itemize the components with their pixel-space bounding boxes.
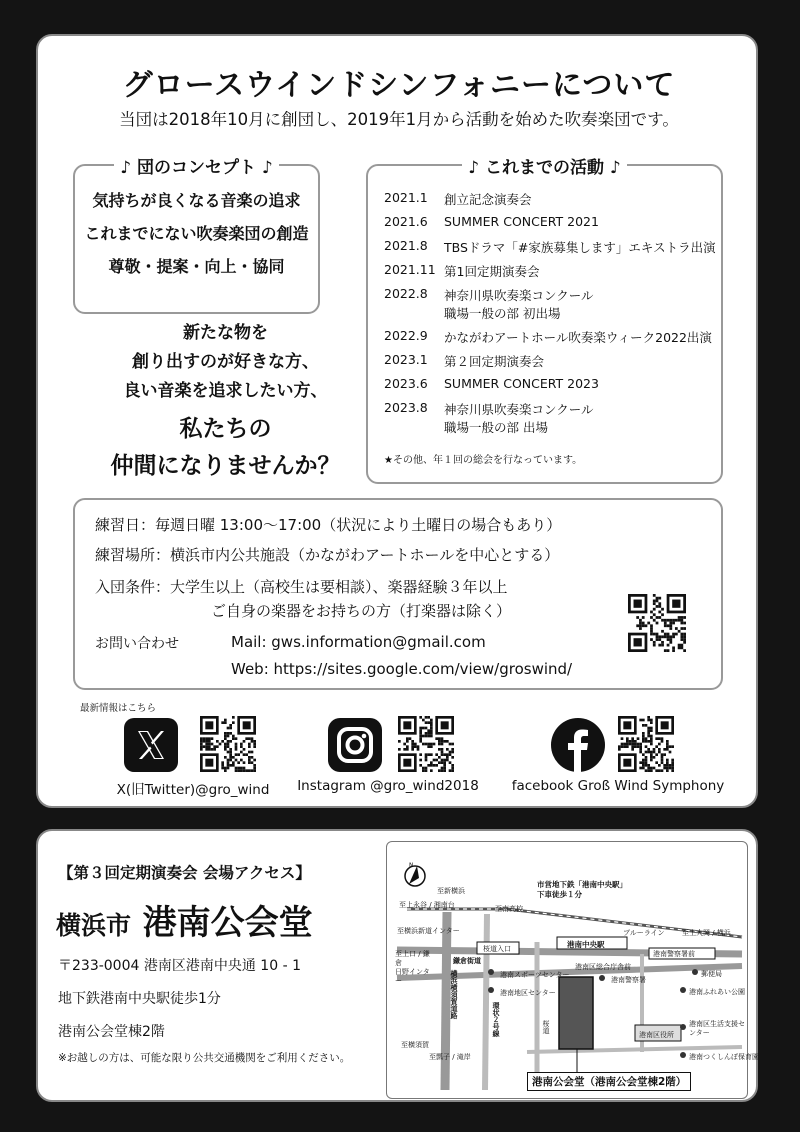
history-item: 2023.8 神奈川県吹奏楽コンクール 職場一般の部 出場 bbox=[384, 400, 594, 435]
map-label: 港南地区センター bbox=[500, 989, 556, 997]
map-label: 至横須賀 bbox=[401, 1041, 429, 1049]
access-panel bbox=[36, 829, 758, 1102]
map-label: 桜道 bbox=[542, 1020, 550, 1034]
history-note: ★その他、年１回の総会を行なっています。 bbox=[384, 455, 583, 466]
about-intro: 当団は2018年10月に創団し、2019年1月から活動を始めた吹奏楽団です。 bbox=[119, 110, 679, 129]
instagram-logo-icon[interactable] bbox=[328, 718, 382, 772]
venue-building-shape bbox=[559, 977, 593, 1049]
map-label: 港南ふれあい公園 bbox=[689, 988, 745, 996]
about-title: グロースウインドシンフォニーについて bbox=[122, 68, 676, 103]
history-item: 2021.11 第1回定期演奏会 bbox=[384, 262, 540, 279]
history-item: 2022.9 かながわアートホール吹奏楽ウィーク2022出演 bbox=[384, 328, 712, 345]
history-item: 2021.6 SUMMER CONCERT 2021 bbox=[384, 214, 599, 229]
map-label: 至南高校 bbox=[495, 905, 523, 913]
map-label: 港南区総合庁舎前 bbox=[575, 963, 631, 971]
map-station: 港南中央駅 bbox=[567, 940, 605, 949]
venue-address: 〒233-0004 港南区港南中央通 10 - 1 bbox=[58, 958, 301, 974]
x-qr-code[interactable] bbox=[200, 716, 256, 772]
map-label: 至横浜新道インター bbox=[397, 927, 460, 935]
history-heading: ♪ これまでの活動 ♪ bbox=[462, 158, 627, 178]
history-item: 2021.8 TBSドラマ「#家族募集します」エキストラ出演 bbox=[384, 238, 716, 255]
map-venue-label: 港南公会堂（港南公会堂棟2階） bbox=[527, 1072, 691, 1091]
map-label: 鎌倉街道 bbox=[453, 957, 481, 965]
concept-line-1: 気持ちが良くなる音楽の追求 bbox=[92, 191, 301, 210]
map-label: 港南区役所 bbox=[639, 1031, 674, 1039]
map-label: 至上口 / 鎌倉 日野インター bbox=[395, 950, 430, 985]
map-label: 至新横浜 bbox=[437, 887, 465, 895]
join-condition-2: ご自身の楽器をお持ちの方（打楽器は除く） bbox=[211, 602, 512, 620]
map-label: 港南区生活支援センター bbox=[689, 1020, 745, 1037]
map-subway-note: 市営地下鉄「港南中央駅」下車徒歩１分 bbox=[537, 880, 627, 899]
history-item: 2022.8 神奈川県吹奏楽コンクール 職場一般の部 初出場 bbox=[384, 286, 594, 321]
join-condition-1: 入団条件：大学生以上（高校生は要相談）、楽器経験３年以上 bbox=[95, 578, 508, 596]
x-logo-icon[interactable] bbox=[124, 718, 178, 772]
venue-station: 地下鉄港南中央駅徒歩1分 bbox=[58, 991, 221, 1007]
about-panel bbox=[36, 34, 758, 808]
practice-place: 練習場所：横浜市内公共施設（かながわアートホールを中心とする） bbox=[95, 546, 560, 564]
recruit-line-2: 創り出すのが好きな方、 bbox=[132, 352, 319, 372]
map-label: 港南スポーツセンター bbox=[500, 971, 570, 979]
recruit-line-1: 新たな物を bbox=[183, 323, 268, 343]
recruit-big-1: 私たちの bbox=[179, 416, 272, 442]
facebook-logo-icon[interactable] bbox=[551, 718, 605, 772]
map-label: 至上永谷 / 湘南台 bbox=[399, 901, 455, 909]
venue-city: 横浜市 bbox=[56, 911, 132, 940]
concept-heading: ♪ 団のコンセプト ♪ bbox=[114, 158, 279, 178]
contact-web[interactable]: Web: https://sites.google.com/view/groswind/ bbox=[231, 660, 573, 678]
map-label: 港南警察署前 bbox=[653, 950, 695, 958]
x-label: X(旧Twitter)@gro_wind bbox=[116, 782, 270, 798]
history-item: 2023.1 第２回定期演奏会 bbox=[384, 352, 545, 369]
access-map[interactable] bbox=[386, 841, 759, 1099]
contact-mail[interactable]: Mail: gws.information@gmail.com bbox=[231, 633, 486, 651]
concept-line-3: 尊敬・提案・向上・協同 bbox=[108, 257, 285, 276]
sns-heading: 最新情報はこちら bbox=[80, 703, 157, 714]
facebook-qr-code[interactable] bbox=[618, 716, 674, 772]
map-label: 環状２号線 bbox=[492, 1002, 500, 1037]
history-box bbox=[366, 158, 723, 484]
access-note: ※お越しの方は、可能な限り公共交通機関をご利用ください。 bbox=[58, 1052, 351, 1064]
venue-title: 港南公会堂 bbox=[142, 903, 313, 943]
map-label: 港南つくしんぼ保育園 bbox=[689, 1053, 759, 1061]
venue-building: 港南公会堂棟2階 bbox=[58, 1024, 165, 1040]
practice-day: 練習日：毎週日曜 13:00～17:00（状況により土曜日の場合もあり） bbox=[95, 516, 562, 534]
history-item: 2023.6 SUMMER CONCERT 2023 bbox=[384, 376, 599, 391]
concept-box bbox=[73, 158, 320, 314]
facebook-label: facebook Groß Wind Symphony bbox=[511, 778, 725, 794]
map-label: 郵便局 bbox=[701, 970, 722, 978]
recruit-line-3: 良い音楽を追求したい方、 bbox=[123, 381, 328, 401]
map-north: N bbox=[409, 862, 414, 869]
history-item: 2021.1 創立記念演奏会 bbox=[384, 190, 532, 207]
recruit-big-2: 仲間になりませんか？ bbox=[110, 453, 341, 479]
concept-line-2: これまでにない吹奏楽団の創造 bbox=[84, 224, 309, 243]
map-label: 至上大岡 / 横浜 bbox=[682, 929, 731, 937]
recruit-message bbox=[88, 319, 363, 484]
access-heading: 【第３回定期演奏会 会場アクセス】 bbox=[58, 864, 311, 882]
map-label: 至瓢子 / 滝岸 bbox=[429, 1053, 471, 1061]
instagram-label: Instagram @gro_wind2018 bbox=[297, 778, 479, 794]
venue-name bbox=[56, 895, 313, 944]
contact-label: お問い合わせ bbox=[95, 636, 179, 652]
info-box bbox=[73, 498, 723, 690]
map-label: 横浜横須賀道路 bbox=[450, 970, 458, 1019]
map-label: 桜道入口 bbox=[483, 945, 511, 953]
instagram-qr-code[interactable] bbox=[398, 716, 454, 772]
website-qr-code[interactable] bbox=[628, 594, 686, 652]
map-label: 港南警察署 bbox=[611, 976, 646, 984]
map-label: ブルーライン bbox=[623, 929, 665, 937]
